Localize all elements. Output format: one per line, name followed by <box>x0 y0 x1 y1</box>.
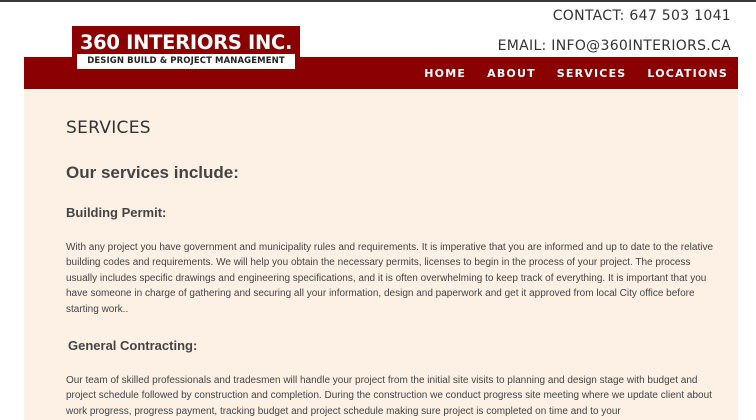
contact-email[interactable]: EMAIL: INFO@360INTERIORS.CA <box>497 38 731 54</box>
logo-title: 360 INTERIORS INC. <box>79 31 293 54</box>
nav-about[interactable]: ABOUT <box>487 66 536 80</box>
top-border-line <box>0 0 756 2</box>
section-heading-building-permit: Building Permit: <box>66 205 167 220</box>
main-nav <box>403 57 728 89</box>
page-title: SERVICES <box>66 118 151 138</box>
nav-locations[interactable]: LOCATIONS <box>647 66 728 80</box>
section-body-building-permit: With any project you have government and municipality rules and requirements. It is imperative that you are informed and up to date to the relative building codes and requirements. We will help you obtain the necessary permits, licenses to begin in the process of your project. The process usually includes specific drawings and engineering specifications, and it is often overwhelming to keep track of everything. It is important that you have someone in charge of gathering and securing all your information, design and paperwork and get it approved from local City office before starting work.. <box>66 242 714 315</box>
logo[interactable] <box>72 26 300 74</box>
section-body-general-contracting: Our team of skilled professionals and tradesmen will handle your project from the initial site visits to planning and design stage with budget and project schedule followed by construction and completion. During the construction we conduct progress site meeting where we update client about work progress, progress payment, tracking budget and project schedule making sure project is completed on time and to your <box>66 375 712 417</box>
logo-subtitle: DESIGN BUILD & PROJECT MANAGEMENT <box>77 54 295 69</box>
main-content <box>24 89 738 420</box>
nav-home[interactable]: HOME <box>424 66 467 80</box>
section-heading-general-contracting: General Contracting: <box>68 338 198 353</box>
services-heading: Our services include: <box>66 163 239 182</box>
contact-phone: CONTACT: 647 503 1041 <box>552 8 731 24</box>
nav-services[interactable]: SERVICES <box>556 66 627 80</box>
